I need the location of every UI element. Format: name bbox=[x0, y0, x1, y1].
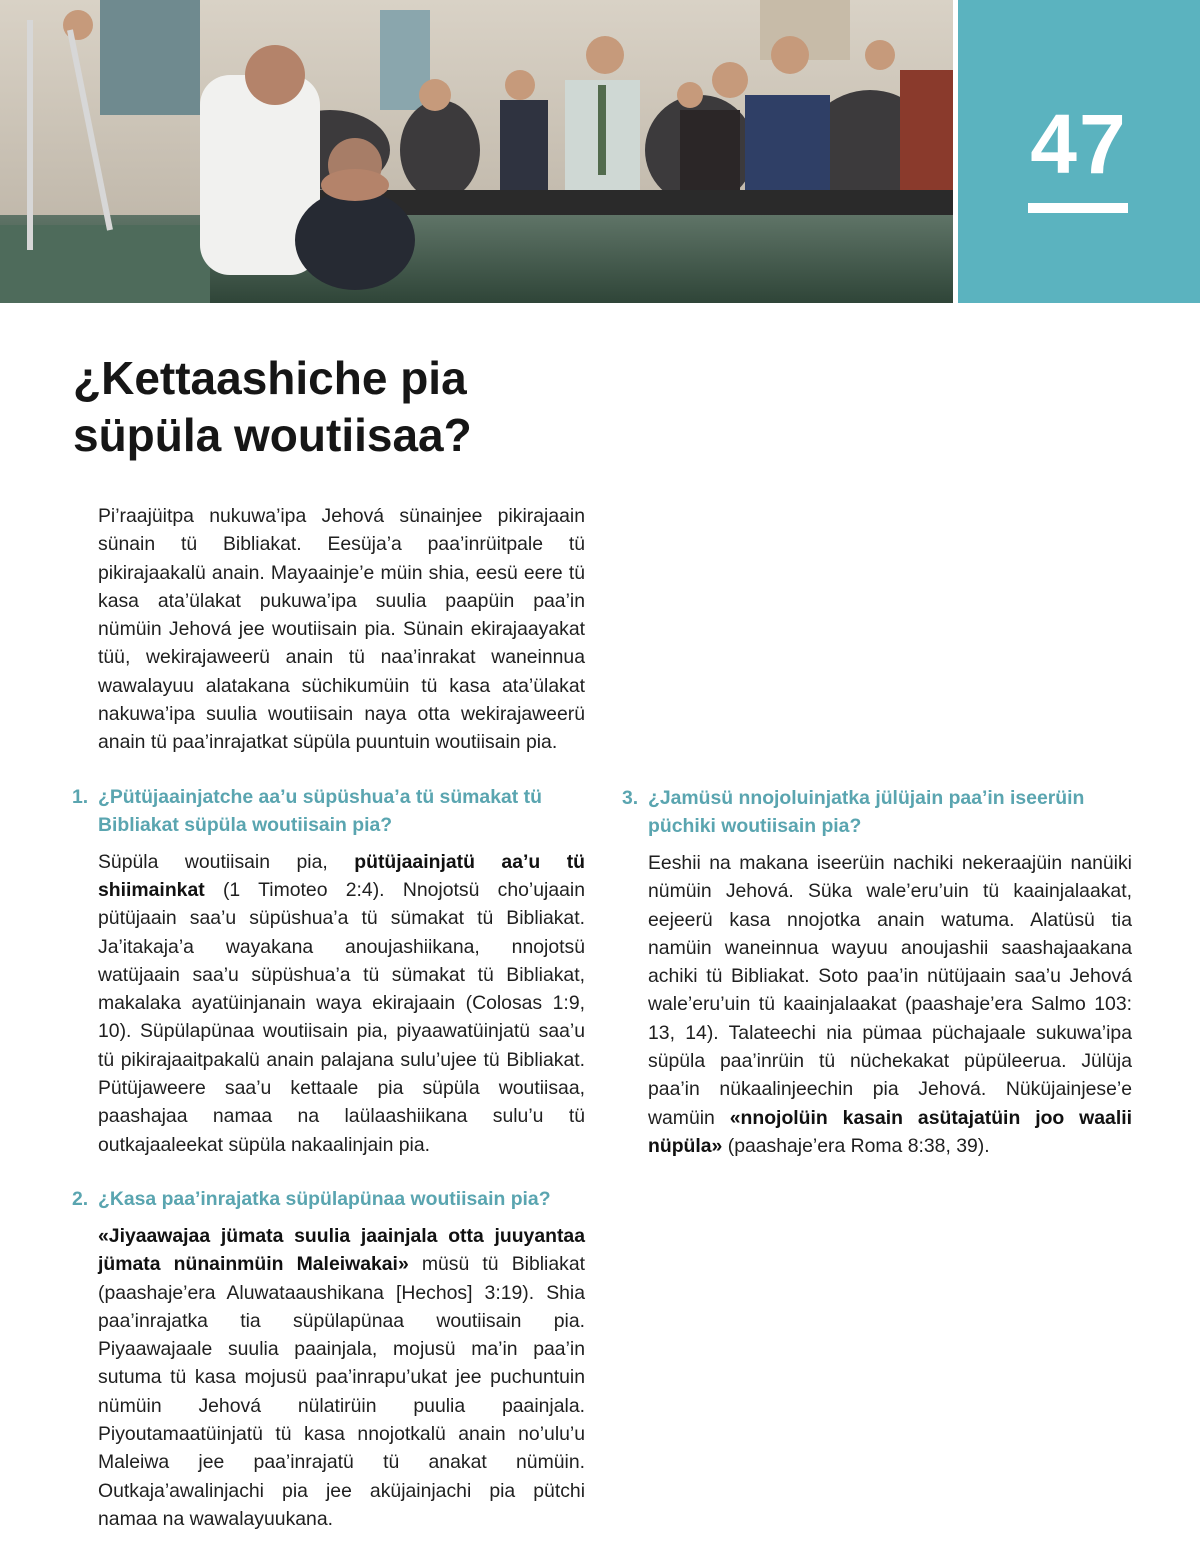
question-heading-1 bbox=[72, 783, 585, 839]
answer-text: (paashaje’era Roma 8:38, 39). bbox=[722, 1134, 990, 1157]
hero-photo bbox=[0, 0, 953, 303]
question-section-1 bbox=[72, 783, 586, 1159]
answer-paragraph-3 bbox=[648, 849, 1132, 1160]
answer-paragraph-2 bbox=[98, 1222, 585, 1533]
question-text: ¿Pütüjaainjatche aa’u süpüshua’a tü sümakat tü Bibliakat süpüla woutiisain pia? bbox=[98, 785, 542, 836]
question-text: ¿Kasa paa’inrajatka süpülapünaa woutiisain pia? bbox=[98, 1187, 551, 1210]
answer-text: Süpüla woutiisain pia, bbox=[98, 850, 355, 873]
page-title-line-2: süpüla woutiisaa? bbox=[73, 409, 472, 461]
page-title bbox=[73, 350, 633, 464]
left-column bbox=[72, 502, 586, 1533]
answer-emphasis: «Jiyaawajaa jümata suulia jaainjala otta juuyantaa jümata nünainmüin Maleiwakai» bbox=[98, 1224, 585, 1276]
question-section-3 bbox=[622, 784, 1132, 1160]
answer-paragraph-1 bbox=[98, 848, 585, 1159]
question-text: ¿Jamüsü nnojoluinjatka jülüjain paa’in iseerüin püchiki woutiisain pia? bbox=[648, 787, 1085, 837]
answer-text: müsü tü Bibliakat (paashaje’era Aluwataaushikana [Hechos] 3:19). Shia paa’inrajatka tia süpülapünaa woutiisain pia. Piyaawajaale suulia paainjala, mojusü ma’in paa’in sutuma tü kasa mojusü paa’inrapu’ukat jee puchuntuin nümüin Jehová nülatirüin puulia paainjala. Piyoutamaatüinjatü tü kasa nnojotkalü anain no’ulu’u Maleiwa jee paa’inrajatü tü anakat nümüin. Outkaja’awalinjachi pia jee aküjainjachi pia pütchi namaa na wawalayuukana. bbox=[98, 1253, 585, 1530]
intro-paragraph: Pi’raajüitpa nukuwa’ipa Jehová sünainjee pikirajaain sünain tü Bibliakat. Eesüja’a paa’inrüitpale tü pikirajaakalü anain. Mayaainje’e müin shia, eesü eere tü kasa ata’ülakat pukuwa’ipa suulia paapüin paa’in nümüin Jehová jee woutiisain pia. Sünain ekirajaayakat tüü, wekirajaweerü anain tü naa’inrakat waneinnua wawalayuu alatakana süchikumüin tü kasa ata’ülakat nakuwa’ipa suulia woutiisain naya otta wekirajaweerü anain tü paa’inrajatkat süpüla puuntuin woutiisain pia. bbox=[98, 505, 585, 754]
question-heading-2 bbox=[72, 1185, 585, 1213]
answer-text: (1 Timoteo 2:4). Nnojotsü cho’ujaain pütüjaain saa’u süpüshua’a tü sümakat tü Bibliakat. Ja’itakaja’a wayakana anoujashiikana, nnojotsü watüjaain saa’u süpüshua’a tü sümakat tü Bibliakat, makalaka ayatüinjanain waya ekirajaain (Colosas 1:9, 10). Süpülapünaa woutiisain pia, piyaawatüinjatü saa’u tü pikirajaaitpakalü anain palajana sulu’ujee tü Bibliakat. Pütüjaweere saa’u kettaale pia süpüla woutiisaa, paashajaa namaa na laülaashiikana sulu’u tü outkajaaleekat süpüla nakaalinjain pia. bbox=[98, 878, 585, 1156]
right-column bbox=[622, 502, 1132, 1160]
answer-emphasis: pütüjaainjatü aa’u tü shiimainkat bbox=[98, 850, 586, 901]
question-section-2 bbox=[72, 1185, 585, 1533]
answer-text: Eeshii na makana iseerüin nachiki nekeraajüin nanüiki nümüin Jehová. Süka wale’eru’uin tü kaainjalaakat, eejeerü kasa nnojotka anain watuma. Alatüsü tia namüin waneinnua wayuu anoujashii saashajaakana achiki tü Bibliakat. Soto paa’in nütüjaain saa’u Jehová wale’eru’uin tü kaainjalaakat (paashaje’era Salmo 103: 13, 14). Talateechi nia pümaa püchajaale sukuwa’ipa süpüla paa’inrüin tü nüchekakat püpüleerua. Jülüja paa’in nükaalinjeechin pia Jehová. Nüküjainjese’e wamüin bbox=[648, 852, 1132, 1129]
question-number: 3. bbox=[622, 787, 639, 809]
question-number: 1. bbox=[72, 785, 89, 808]
answer-emphasis: «nnojolüin kasain asütajatüin joo waalii nüpüla» bbox=[648, 1106, 1132, 1157]
lesson-number-underline bbox=[1028, 203, 1128, 213]
page-title-line-1: ¿Kettaashiche pia bbox=[73, 352, 467, 404]
lesson-number: 47 bbox=[1030, 97, 1128, 191]
question-heading-3 bbox=[622, 784, 1132, 840]
lesson-number-box bbox=[958, 0, 1200, 303]
question-number: 2. bbox=[72, 1187, 89, 1210]
